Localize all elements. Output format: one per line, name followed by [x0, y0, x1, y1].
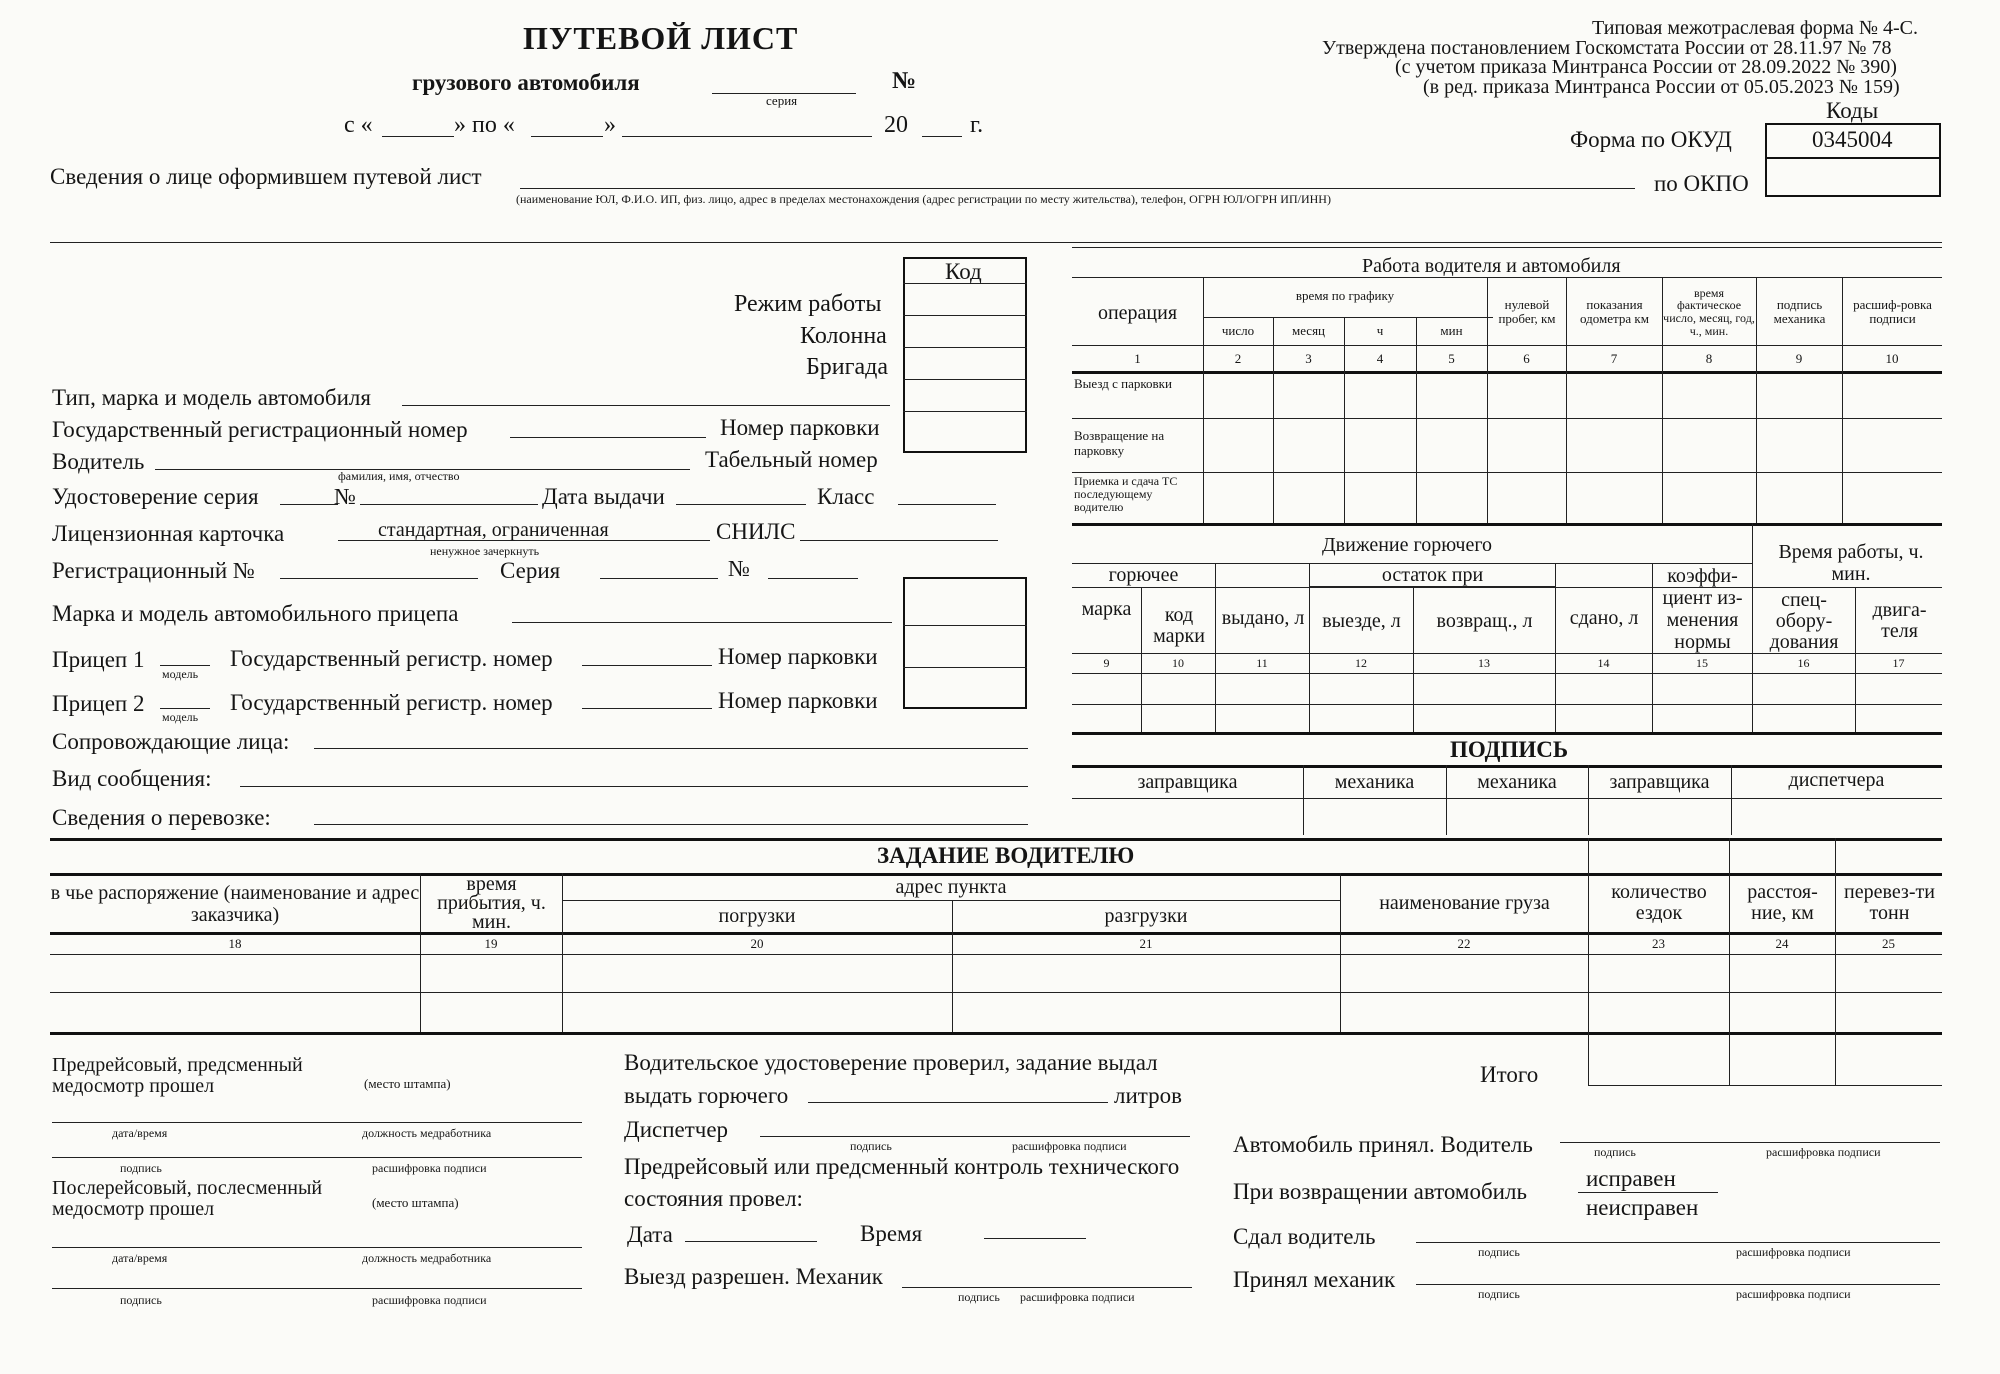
card-types: стандартная, ограниченная [378, 519, 609, 541]
transport-label: Сведения о перевозке: [52, 805, 271, 830]
license-number-field[interactable] [360, 504, 538, 505]
work-colnum: 1 [1134, 351, 1141, 367]
liters-label: литров [1114, 1083, 1182, 1108]
driver-handed-field[interactable] [1416, 1242, 1940, 1243]
work-colnum: 5 [1448, 351, 1455, 367]
reg-num-field[interactable] [768, 578, 858, 579]
snils-field[interactable] [800, 540, 998, 541]
col-zero-run: нулевой пробег, км [1498, 297, 1556, 326]
date-from-day-field[interactable] [382, 136, 454, 137]
date-to-day-field[interactable] [531, 136, 603, 137]
task-colnum: 18 [228, 936, 242, 952]
col-unloading: разгрузки [1104, 904, 1188, 927]
work-colnum: 6 [1523, 351, 1530, 367]
license-no-label: № [334, 484, 356, 509]
issue-date-field[interactable] [676, 504, 806, 505]
parking-label: Номер парковки [720, 415, 880, 440]
page-subtitle: грузового автомобиля [412, 70, 640, 95]
col-coef: коэффи-циент из-менения нормы [1662, 565, 1743, 653]
col-customer: в чье распоряжение (наименование и адрес заказчика) [50, 882, 420, 926]
page-title: ПУТЕВОЙ ЛИСТ [523, 20, 799, 56]
time-label: Время [860, 1221, 923, 1246]
dispatcher-sign-hint: подпись [850, 1139, 892, 1153]
driver-handed-decoding-hint: расшифровка подписи [1736, 1245, 1851, 1259]
sign-fueler-1: заправщика [1137, 770, 1238, 793]
col-engine: двига-теля [1872, 599, 1927, 642]
message-field[interactable] [240, 786, 1028, 787]
date-label: Дата [627, 1222, 673, 1247]
checked-label: Водительское удостоверение проверил, задание выдал [624, 1050, 1158, 1075]
total-label: Итого [1480, 1062, 1539, 1087]
task-colnum: 20 [750, 936, 764, 952]
task-colnum: 24 [1775, 936, 1789, 952]
card-types-hint: ненужное зачеркнуть [430, 544, 540, 558]
year-suffix: г. [970, 112, 984, 138]
col-tons: перевез-ти тонн [1844, 881, 1935, 924]
postmed-datetime-hint: дата/время [112, 1251, 168, 1265]
okud-label: Форма по ОКУД [1570, 127, 1732, 152]
form-approval: Утверждена постановлением Госкомстата России от 28.11.97 № 78 [1322, 37, 1892, 59]
col-operation: операция [1097, 301, 1178, 324]
reg-number-field[interactable] [510, 437, 706, 438]
col-schedule: время по графику [1295, 288, 1395, 304]
col-day: число [1221, 323, 1255, 339]
okpo-code-box[interactable] [1765, 157, 1941, 197]
task-colnum: 19 [484, 936, 498, 952]
work-colnum: 2 [1234, 351, 1242, 367]
trailer1-model-field[interactable] [160, 665, 210, 666]
kod-label: Код [945, 259, 982, 284]
okpo-label: по ОКПО [1654, 171, 1749, 196]
postmed-sign-hint: подпись [120, 1293, 162, 1307]
fuel-colnum: 15 [1696, 656, 1708, 671]
fuel-colnum: 13 [1478, 656, 1490, 671]
trailer1-label: Прицеп 1 [52, 647, 145, 672]
postmed-label: Послерейсовый, послесменный медосмотр прошел [52, 1177, 323, 1220]
row-handover: Приемка и сдача ТС последующему водителю [1074, 474, 1178, 515]
mechanic-accepted-label: Принял механик [1233, 1267, 1396, 1292]
sign-fueler-2: заправщика [1609, 770, 1710, 793]
task-colnum: 21 [1139, 936, 1153, 952]
header-divider [50, 242, 1942, 243]
col-issued: выдано, л [1221, 606, 1305, 629]
header-divider-2 [1072, 247, 1942, 248]
premed-sign-hint: подпись [120, 1161, 162, 1175]
col-loading: погрузки [718, 904, 796, 927]
trailer2-label: Прицеп 2 [52, 691, 145, 716]
exit-sign-hint: подпись [958, 1290, 1000, 1304]
work-colnum: 8 [1705, 351, 1713, 367]
premed-decoding-hint: расшифровка подписи [372, 1161, 487, 1175]
fuel-colnum: 17 [1892, 656, 1905, 671]
trailer2-model-hint: модель [162, 710, 199, 724]
driver-label: Водитель [52, 449, 145, 474]
date-close-label: » [604, 112, 616, 138]
sign-dispatcher: диспетчера [1788, 768, 1885, 791]
mechanic-accepted-field[interactable] [1416, 1284, 1940, 1285]
fuel-colnum: 16 [1797, 656, 1810, 671]
row-departure: Выезд с парковки [1074, 376, 1172, 391]
driver-handed-label: Сдал водитель [1233, 1224, 1376, 1249]
form-order2: (в ред. приказа Минтранса России от 05.05.2023 № 159) [1423, 76, 1900, 98]
tech-control-label: Предрейсовый или предсменный контроль технического [624, 1154, 1180, 1179]
col-remaining: остаток при [1381, 563, 1484, 586]
on-return-label: При возвращении автомобиль [1233, 1179, 1527, 1204]
license-label: Удостоверение серия [52, 484, 259, 509]
give-fuel-label: выдать горючего [624, 1083, 789, 1108]
issue-date-label: Дата выдачи [542, 484, 665, 509]
work-title: Работа водителя и автомобиля [1362, 255, 1621, 277]
fuel-colnum: 14 [1597, 656, 1610, 671]
signature-title: ПОДПИСЬ [1450, 737, 1569, 762]
reg-series-field[interactable] [600, 578, 718, 579]
codes-label: Коды [1826, 98, 1879, 123]
issuer-hint: (наименование ЮЛ, Ф.И.О. ИП, физ. лицо, адрес в пределах местонахождения (адрес регистрации по месту жительства), телефон, ОГРН ЮЛ/ОГРН ИП/ИНН) [516, 192, 1331, 206]
col-return: возвращ., л [1436, 609, 1533, 632]
task-colnum: 25 [1882, 936, 1895, 952]
status-ok[interactable]: исправен [1586, 1166, 1676, 1191]
col-min: мин [1440, 323, 1463, 339]
work-colnum: 4 [1376, 351, 1384, 367]
postmed-stamp: (место штампа) [372, 1195, 459, 1210]
col-month: месяц [1291, 323, 1326, 339]
col-decoding: расшиф-ровка подписи [1853, 297, 1932, 326]
trailer1-parking-label: Номер парковки [718, 644, 878, 669]
col-arrival: время прибытия, ч. мин. [437, 872, 546, 933]
mode-label: Режим работы [734, 291, 882, 317]
tech-control-label-2: состояния провел: [624, 1186, 803, 1211]
col-brand-code: код марки [1153, 604, 1205, 647]
reg-num-sign: № [728, 556, 750, 581]
trailer-code-box [903, 577, 1027, 709]
task-colnum: 23 [1652, 936, 1665, 952]
col-special: спец-обору-дования [1769, 588, 1839, 653]
exit-allowed-field[interactable] [902, 1287, 1192, 1288]
fuel-colnum: 9 [1103, 656, 1110, 671]
row-return: Возвращение на парковку [1074, 428, 1165, 458]
date-mid-label: » по « [454, 112, 515, 138]
col-trips: количество ездок [1611, 881, 1707, 924]
snils-label: СНИЛС [716, 519, 796, 544]
task-colnum: 22 [1457, 936, 1471, 952]
trailer-model-label: Марка и модель автомобильного прицепа [52, 601, 459, 626]
premed-datetime-hint: дата/время [112, 1126, 168, 1140]
transport-field[interactable] [314, 824, 1028, 825]
class-field[interactable] [898, 504, 996, 505]
sign-mechanic-2: механика [1477, 770, 1557, 793]
col-brand: марка [1081, 597, 1132, 620]
trailer1-model-hint: модель [162, 667, 199, 681]
series-label: серия [766, 93, 798, 108]
vehicle-label: Тип, марка и модель автомобиля [52, 385, 371, 410]
okud-value: 0345004 [1812, 127, 1893, 152]
dispatcher-field[interactable] [760, 1136, 1190, 1137]
trailer-model-field[interactable] [512, 622, 892, 623]
col-hour: ч [1376, 323, 1384, 339]
escort-field[interactable] [314, 748, 1028, 749]
col-actual-time: время фактическое число, месяц, год, ч., мин. [1663, 285, 1755, 338]
driver-handed-sign-hint: подпись [1478, 1245, 1520, 1259]
postmed-sign-field[interactable] [52, 1288, 582, 1289]
status-not-ok[interactable]: неисправен [1586, 1195, 1699, 1220]
trailer1-reg-field[interactable] [582, 665, 712, 666]
dispatcher-label: Диспетчер [624, 1117, 729, 1142]
license-card-label: Лицензионная карточка [52, 521, 285, 546]
fuel-colnum: 12 [1355, 656, 1367, 671]
reg-no-label: Регистрационный № [52, 558, 255, 583]
give-fuel-field[interactable] [808, 1102, 1108, 1103]
trailer1-reg-label: Государственный регистр. номер [230, 646, 553, 671]
date-month-field[interactable] [622, 136, 872, 137]
code-box [903, 257, 1027, 453]
sign-mechanic-1: механика [1334, 770, 1415, 793]
reg-number-label: Государственный регистрационный номер [52, 417, 468, 442]
message-label: Вид сообщения: [52, 766, 212, 791]
car-accepted-field[interactable] [1560, 1142, 1940, 1143]
license-series-field[interactable] [280, 504, 338, 505]
fuel-title: Движение горючего [1322, 534, 1493, 556]
time-field[interactable] [984, 1238, 1086, 1239]
work-colnum: 10 [1885, 351, 1899, 367]
date-field[interactable] [685, 1241, 817, 1242]
exit-allowed-label: Выезд разрешен. Механик [624, 1264, 883, 1289]
task-title: ЗАДАНИЕ ВОДИТЕЛЮ [877, 843, 1135, 868]
postmed-position-hint: должность медработника [362, 1251, 492, 1265]
dispatcher-decoding-hint: расшифровка подписи [1012, 1139, 1127, 1153]
premed-label: Предрейсовый, предсменный медосмотр прошел [52, 1054, 303, 1097]
fuel-colnum: 10 [1172, 656, 1184, 671]
col-cargo: наименование груза [1379, 891, 1550, 914]
car-accepted-sign-hint: подпись [1594, 1145, 1636, 1159]
premed-stamp: (место штампа) [364, 1076, 451, 1091]
car-accepted-label: Автомобиль принял. Водитель [1233, 1132, 1533, 1157]
trailer2-parking-label: Номер парковки [718, 688, 878, 713]
tab-number-label: Табельный номер [705, 447, 878, 472]
column-label: Колонна [800, 323, 887, 349]
car-accepted-decoding-hint: расшифровка подписи [1766, 1145, 1881, 1159]
fuel-colnum: 11 [1256, 656, 1268, 671]
form-order1: (с учетом приказа Минтранса России от 28.09.2022 № 390) [1395, 56, 1897, 78]
date-from-label: с « [344, 112, 373, 138]
mechanic-decoding-hint: расшифровка подписи [1736, 1287, 1851, 1301]
postmed-datetime-field[interactable] [52, 1247, 582, 1248]
escort-label: Сопровождающие лица: [52, 729, 290, 754]
class-label: Класс [817, 484, 875, 509]
work-colnum: 9 [1795, 351, 1803, 367]
work-time-title: Время работы, ч. мин. [1778, 541, 1924, 585]
col-address: адрес пункта [895, 875, 1007, 898]
trailer2-reg-field[interactable] [582, 708, 712, 709]
year-field[interactable] [922, 136, 962, 137]
reg-series-label: Серия [500, 558, 561, 583]
premed-position-hint: должность медработника [362, 1126, 492, 1140]
col-odometer: показания одометра км [1580, 297, 1649, 326]
work-colnum: 7 [1610, 351, 1618, 367]
vehicle-field[interactable] [402, 405, 890, 406]
form-type: Типовая межотраслевая форма № 4-С. [1592, 17, 1918, 39]
exit-decoding-hint: расшифровка подписи [1020, 1290, 1135, 1304]
year-prefix: 20 [884, 112, 908, 138]
col-fuel: горючее [1108, 563, 1179, 586]
issuer-field[interactable] [520, 188, 1635, 189]
premed-sign-field[interactable] [52, 1157, 582, 1158]
col-distance: расстоя-ние, км [1747, 881, 1818, 924]
number-sign: № [892, 68, 917, 94]
col-handed: сдано, л [1569, 606, 1639, 629]
brigade-label: Бригада [806, 354, 888, 380]
premed-datetime-field[interactable] [52, 1122, 582, 1123]
work-colnum: 3 [1305, 351, 1312, 367]
col-departure: выезде, л [1322, 609, 1401, 632]
col-mech-sign: подпись механика [1773, 297, 1826, 326]
mechanic-sign-hint: подпись [1478, 1287, 1520, 1301]
trailer2-reg-label: Государственный регистр. номер [230, 690, 553, 715]
issuer-label: Сведения о лице оформившем путевой лист [50, 164, 482, 189]
reg-no-field[interactable] [280, 578, 478, 579]
driver-hint: фамилия, имя, отчество [338, 469, 460, 483]
trailer2-model-field[interactable] [160, 708, 210, 709]
postmed-decoding-hint: расшифровка подписи [372, 1293, 487, 1307]
